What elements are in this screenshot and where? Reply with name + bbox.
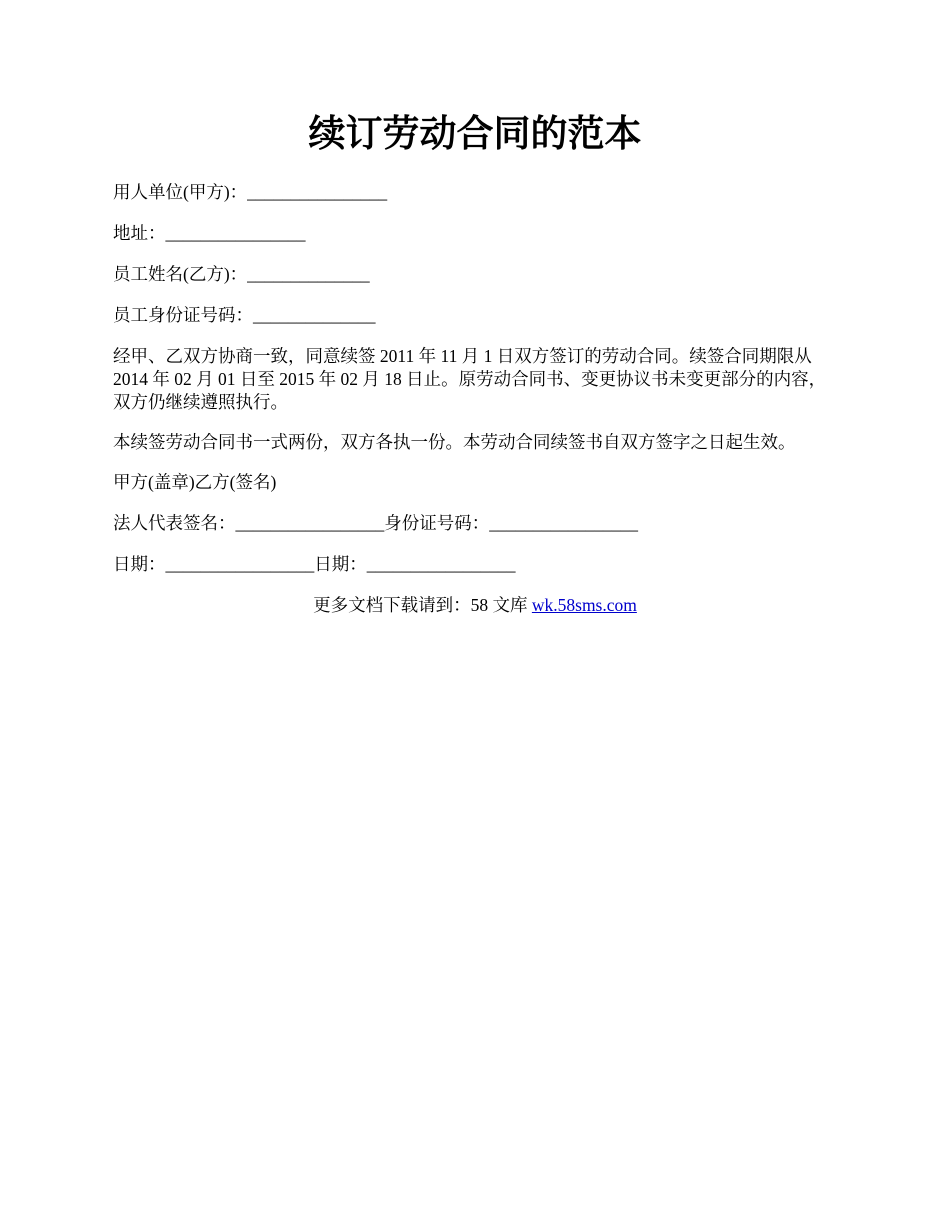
employee-name-line: 员工姓名(乙方)：______________ [113,264,370,284]
copies-paragraph: 本续签劳动合同书一式两份，双方各执一份。本劳动合同续签书自双方签字之日起生效。 [113,432,796,452]
address-line: 地址：________________ [113,223,306,243]
renewal-paragraph: 经甲、乙双方协商一致，同意续签 2011 年 11 月 1 日双方签订的劳动合同。续签合同期限从 2014 年 02 月 01 日至 2015 年 02 月 18 日止。原劳动合同书、变更协议书未变更部分的内容，双方仍继续遵照执行。 [113,346,827,412]
employer-line: 用人单位(甲方)：________________ [113,182,388,202]
employee-id-line: 员工身份证号码：______________ [113,305,376,325]
footer [0,594,950,617]
party-line: 甲方(盖章)乙方(签名) [113,472,277,492]
footer-link[interactable]: wk.58sms.com [531,595,637,615]
signature-line: 法人代表签名：_________________身份证号码：_________________ [113,513,638,533]
date-line: 日期：_________________日期：_________________ [113,554,516,574]
footer-text: 更多文档下载请到：58 文库 [313,595,532,615]
document-title: 续订劳动合同的范本 [308,114,642,155]
